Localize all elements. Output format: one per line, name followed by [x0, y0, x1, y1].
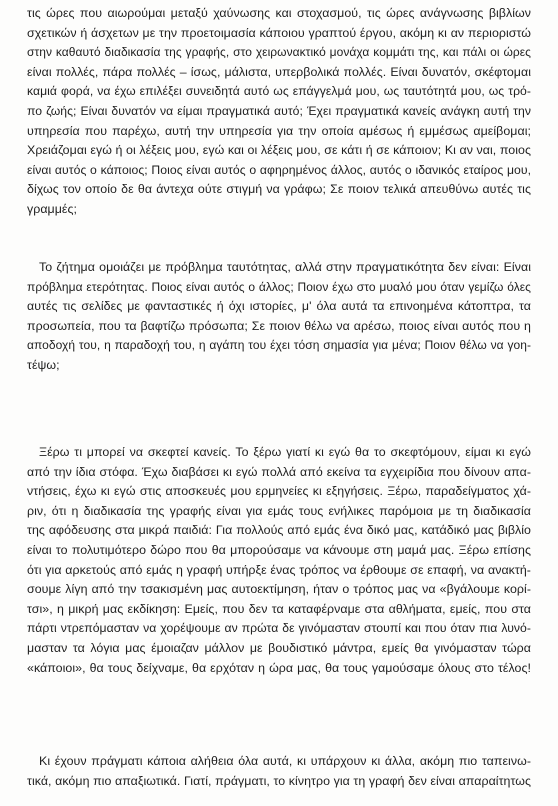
text-line: προσωπεία, που τα βαφτίζω πρόσωπα; Σε ποιον θέλω να αρέσω, ποιος είναι αυτός που η — [27, 318, 531, 333]
text-line: τις ώρες που αιωρούμαι μεταξύ χαύνωσης και στοχασμού, τις ώρες ανάγνωσης βιβλίων — [27, 6, 531, 20]
text-line: ότι για αρκετούς από εμάς η γραφή υπήρξε ένας τρόπος να έρθουμε σε επαφή, να ανακτή- — [27, 562, 531, 577]
text-line: Το ζήτημα ομοιάζει με πρόβλημα ταυτότητας, αλλά στην πραγματικότητα δεν είναι: Είναι — [39, 260, 531, 274]
text-line: καμιά φορά, να έχω επιλέξει συνειδητά αυτό ως επάγγελμά μου, ως ταυτότητά μου, ως τρό- — [27, 84, 531, 99]
text-line: είναι πολλές, πάρα πολλές – ίσως, μάλιστα, υπερβολικά πολλές. Είναι δυνατόν, σκέφτομαι — [27, 64, 531, 79]
text-line: είναι αυτός ο κάποιος; Ποιος είναι αυτός ο αφηρημένος άλλος, αυτός ο ιδανικός εταίρος μου, — [27, 162, 531, 177]
text-line: αυτές τις σελίδες με φανταστικές ή όχι ιστορίες, μ' όλα αυτά τα επινοημένα κάτοπτρα, τα — [27, 299, 531, 314]
text-line: Χρειάζομαι εγώ ή οι λέξεις μου, εγώ και οι λέξεις μου, σε κάτι ή σε κάποιον; Κι αν ναι, ποιος — [27, 143, 531, 158]
text-line: ντήσεις, έχω κι εγώ στις αποσκευές μου ερμηνείες κι εξηγήσεις. Ξέρω, παραδείγματος χά- — [27, 484, 531, 499]
paragraph-4 — [27, 752, 531, 791]
text-line: της αφόδευσης στα μικρά παιδιά: Για πολλούς από εμάς ένα δικό μας, κατάδικό μας βιβλίο — [27, 523, 531, 538]
text-line: «κάποιοι», θα τους δείχναμε, θα ερχόταν η ώρα μας, θα τους γαμούσαμε όλους στο τέλος! — [27, 660, 531, 675]
text-line: υπηρεσία που παρέχω, αυτή την υπηρεσία για την οποία αμέσως ή εμμέσως αμείβομαι; — [27, 123, 531, 138]
text-line: τέψω; — [27, 357, 60, 372]
text-line: ριν, ότι η διαδικασία της γραφής είναι για εμάς τους ενήλικες παρόμοια με τη διαδικασία — [27, 503, 531, 518]
text-line: πο ζωής; Είναι δυνατόν να είμαι πραγματικά αυτό; Έχει πραγματικά κανείς ανάγκη αυτή την — [27, 103, 531, 118]
text-line: είναι το πολυτιμότερο δώρο που θα μπορούσαμε να κάνουμε στη μαμά μας. Ξέρω επίσης — [27, 542, 531, 557]
text-line: στην καθαυτό διαδικασία της γραφής, στο χειρωνακτικό μονάχα κομμάτι της, και πάλι οι ώρες — [27, 45, 531, 60]
paragraph-1 — [27, 4, 531, 220]
text-line: σουμε λίγη από την τσακισμένη μας αυτοεκτίμηση, ήταν ο τρόπος μας να «βγάλουμε κορί- — [27, 582, 531, 597]
text-line: πρόβλημα ετερότητας. Ποιος είναι αυτός ο άλλος; Ποιον έχω στο μυαλό μου όταν γεμίζω όλες — [27, 279, 531, 294]
text-line: τικά, ακόμη πιο απαξιωτικά. Γιατί, πράγματι, το κίνητρο για τη γραφή δεν είναι απαραίτητως — [27, 773, 531, 788]
text-line: πάρτι ντρεπόμασταν να χορέψουμε αν πρώτα δε γινόμασταν στουπί και που όταν πια λυνό- — [27, 621, 531, 636]
paragraph-2 — [27, 258, 531, 376]
text-line: γραμμές; — [27, 201, 78, 216]
text-line: τσι», η μικρή μας εκδίκηση: Εμείς, που δεν τα καταφέρναμε στα αθλήματα, εμείς, που στα — [27, 601, 531, 616]
text-line: αποδοχή του, η παραδοχή του, η αγάπη του έχει τόση σημασία για μένα; Ποιον θέλω να γοη- — [27, 338, 531, 353]
text-line: δίχως τον οποίο δε θα άντεχα ούτε στιγμή να γράφω; Σε ποιον τελικά απευθύνω αυτές τις — [27, 182, 531, 197]
text-line: σχετικών ή άσχετων με την προετοιμασία κάποιου γραπτού έργου, ακόμη κι αν περιοριστώ — [27, 25, 531, 40]
text-line: Κι έχουν πράγματι κάποια αλήθεια όλα αυτά, κι υπάρχουν κι άλλα, ακόμη πιο ταπεινω- — [39, 754, 531, 768]
text-line: από την ίδια στόφα. Έχω διαβάσει κι εγώ πολλά από εκείνα τα εγχειρίδια που δίνουν απα- — [27, 464, 531, 479]
text-line: Ξέρω τι μπορεί να σκεφτεί κανείς. Το ξέρω γιατί κι εγώ θα το σκεφτόμουν, είμαι κι εγώ — [39, 445, 531, 459]
text-line: μασταν τα λόγια μας έμοιαζαν μάλλον με βουδιστικό μάντρα, εμείς θα γινόμασταν τώρα — [27, 640, 531, 655]
paragraph-3 — [27, 443, 531, 678]
